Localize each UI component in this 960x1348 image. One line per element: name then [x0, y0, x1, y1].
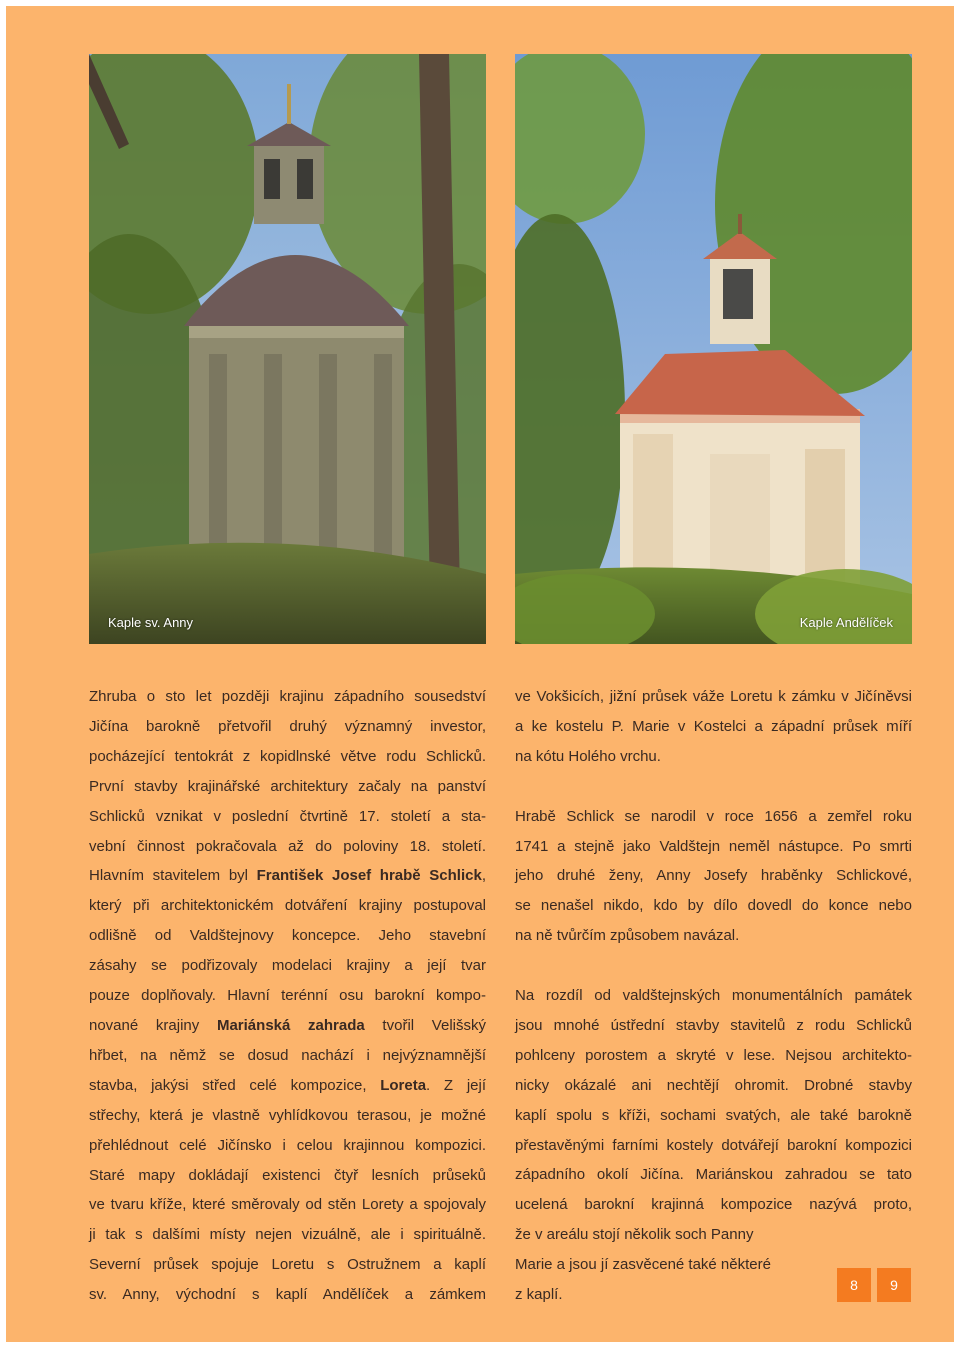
highlight-marianska-zahrada: Mariánská zahrada: [216, 1016, 365, 1034]
photo-kaple-andelicek: [515, 54, 912, 644]
text-line: Marie a jsou jí zasvěcené také některé: [515, 1256, 771, 1274]
text-run: . Z její: [426, 1076, 486, 1094]
text-line: a ke kostelu P. Marie v Kostelci a západní průsek míří: [515, 717, 912, 735]
text-line: jeho druhé ženy, Anny Josefy hraběnky Schlickové,: [515, 867, 912, 885]
page: [6, 6, 954, 1342]
text-line: Na rozdíl od valdštejnských monumentálních památek: [515, 987, 912, 1005]
text-line: střechy, která je vlastně vyhlídkovou terasou, je možné: [89, 1106, 486, 1124]
text-line: přestavěnými farními kostely dotvářejí barokní kompozici: [515, 1136, 912, 1154]
text-line: [89, 1071, 486, 1101]
page-number-right: 9: [877, 1268, 911, 1302]
text-line: [89, 1011, 486, 1041]
text-run: nované krajiny: [89, 1016, 217, 1034]
text-line: odlišně od Valdštejnovy koncepce. Jeho stavební: [89, 927, 486, 945]
text-line: z kaplí.: [515, 1286, 563, 1304]
text-line: Hrabě Schlick se narodil v roce 1656 a zemřel roku: [515, 807, 912, 825]
text-line: 1741 a stejně jako Valdštejn neměl nástupce. Po smrti: [515, 837, 912, 855]
text-line: ji tak s dalšími místy nejen vizuálně, ale i spirituálně.: [89, 1226, 486, 1244]
text-line: Zhruba o sto let později krajinu západního sousedství: [89, 688, 486, 705]
photo-kaple-andelicek-image: [515, 54, 912, 644]
photo-caption-left: Kaple sv. Anny: [108, 615, 194, 630]
photo-kaple-sv-anny-image: [89, 54, 486, 644]
text-line: kaplí spolu s kříži, sochami svatých, ale také barokně: [515, 1106, 912, 1124]
text-line: na ně tvůrčím způsobem navázal.: [515, 927, 740, 945]
text-column-right: [515, 682, 912, 1310]
text-line: ve Vokšicích, jižní průsek váže Loretu k zámku v Jičíněvsi: [515, 688, 912, 705]
text-line: Schlicků vznikat v poslední čtvrtině 17. století a sta-: [89, 807, 486, 825]
text-line: jsou mnohé ústřední stavby stavitelů z rodu Schlicků: [515, 1016, 912, 1034]
text-line: Jičína barokně přetvořil druhý významný investor,: [89, 717, 486, 735]
text-line: zásahy se podřizovaly modelaci krajiny a její tvar: [89, 957, 486, 975]
text-line: pocházející tentokrát z kopidlnské větve rodu Schlicků.: [89, 747, 486, 765]
text-line: západního okolí Jičína. Mariánskou zahradou se tato: [515, 1166, 912, 1184]
text-run: Hlavním stavitelem byl: [89, 867, 257, 885]
text-line: Severní průsek spojuje Loretu s Ostružnem a kaplí: [89, 1256, 486, 1274]
photo-caption-right: Kaple Andělíček: [799, 615, 893, 630]
text-line: přehlédnout celé Jičínsko i celou krajinnou kompozici.: [89, 1136, 486, 1154]
text-line: hřbet, na němž se dosud nachází i nejvýznamnější: [89, 1046, 486, 1064]
text-line: ucelená barokní krajinná kompozice nazývá proto,: [515, 1196, 912, 1214]
text-run: ,: [481, 867, 486, 885]
text-line: se nenašel nikdo, kdo by dílo dovedl do konce nebo: [515, 897, 912, 915]
text-line: pohlceny porostem a skryté v lese. Nejsou architekto-: [515, 1046, 912, 1064]
text-run: tvořil Velišský: [364, 1016, 486, 1034]
text-line: který při architektonickém dotváření krajiny postupoval: [89, 897, 486, 915]
highlight-loreta: Loreta: [380, 1076, 427, 1094]
text-run: stavba, jakýsi střed celé kompozice,: [89, 1076, 381, 1094]
page-number-left: 8: [837, 1268, 871, 1302]
text-line: ve tvaru kříže, které směrovaly od stěn Lorety a spojovaly: [89, 1196, 486, 1214]
text-line: nicky okázalé ani nechtějí ohromit. Drobné stavby: [515, 1076, 912, 1094]
highlight-frantisek-josef-schlick: František Josef hrabě Schlick: [256, 867, 482, 885]
text-line: První stavby krajinářské architektury začaly na panství: [89, 777, 486, 795]
text-line: sv. Anny, východní s kaplí Andělíček a zámkem: [89, 1286, 486, 1304]
text-line: že v areálu stojí několik soch Panny: [515, 1226, 754, 1244]
text-line: Staré mapy dokládají existenci čtyř lesních průseků: [89, 1166, 486, 1184]
photo-kaple-sv-anny: [89, 54, 486, 644]
text-line: na kótu Holého vrchu.: [515, 747, 661, 765]
text-column-left: [89, 682, 486, 1310]
text-line: pouze doplňovaly. Hlavní terénní osu barokní kompo-: [89, 987, 486, 1005]
text-line: vební činnost pokračovala až do poloviny 18. století.: [89, 837, 486, 855]
text-line: [89, 861, 486, 891]
